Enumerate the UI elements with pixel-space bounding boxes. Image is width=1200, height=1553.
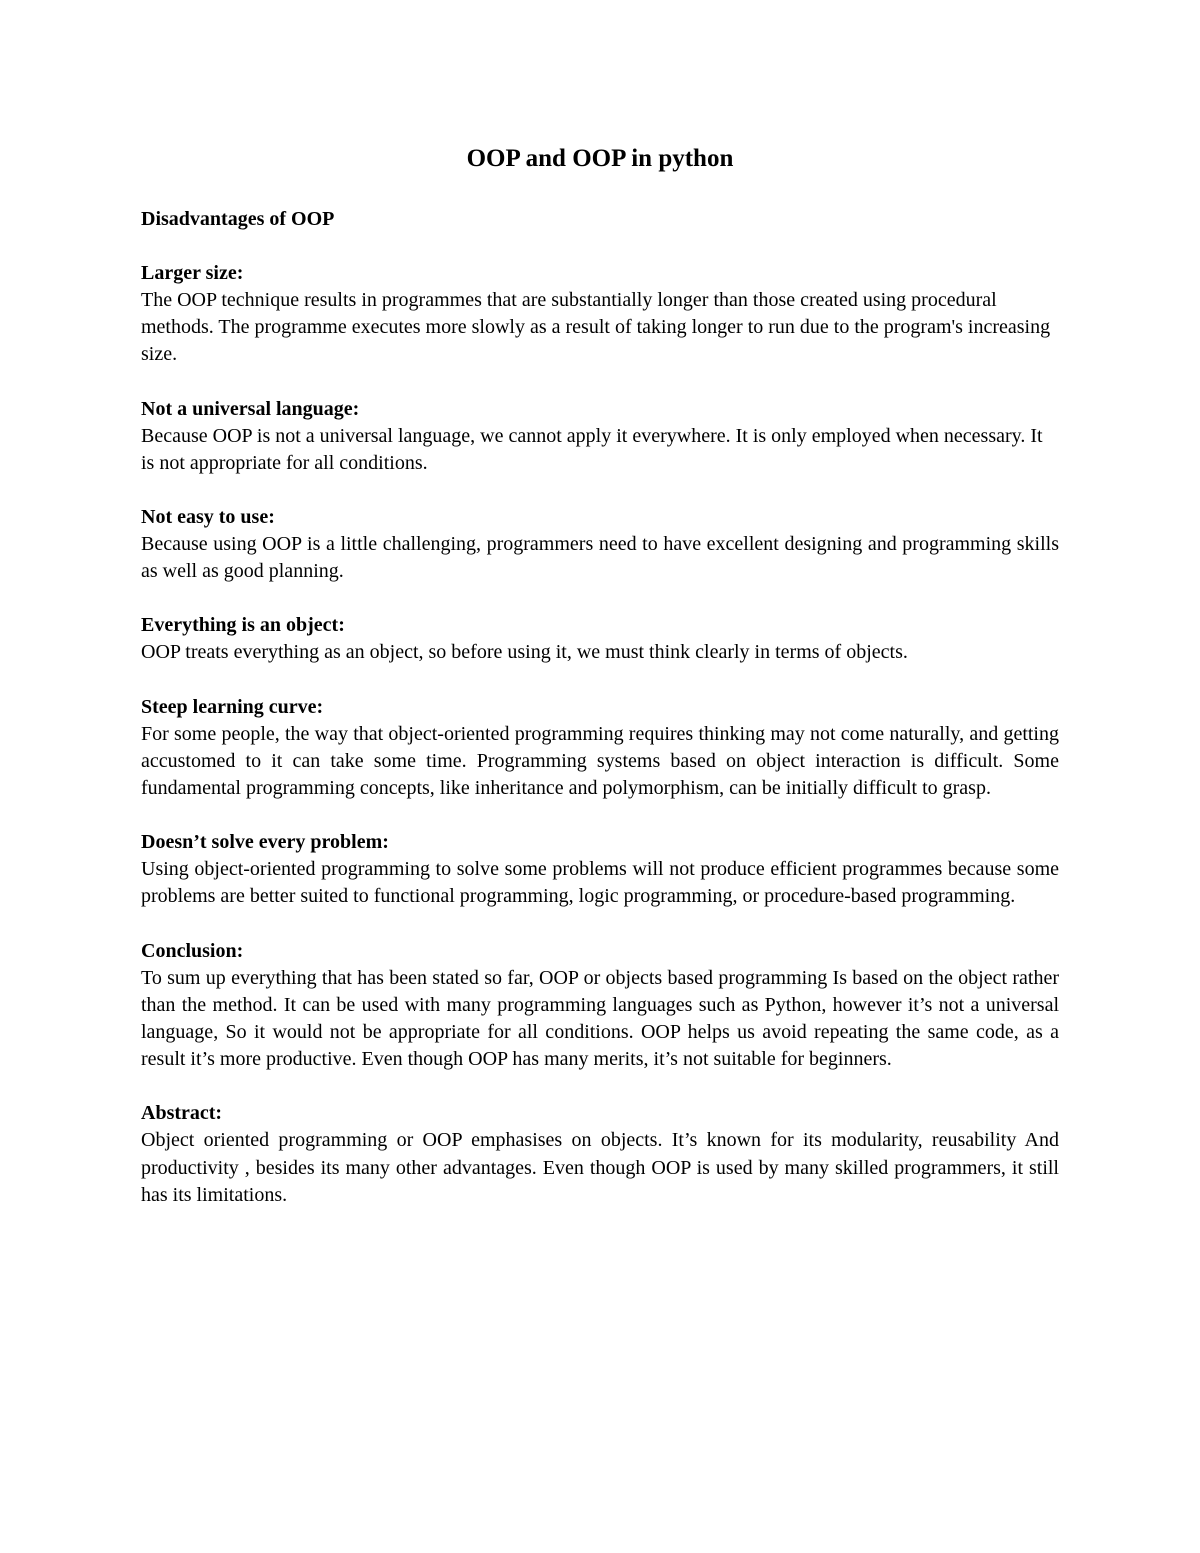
section-heading: Not easy to use:	[141, 506, 275, 529]
section-heading: Larger size:	[141, 262, 244, 284]
section-subtitle: Disadvantages of OOP	[141, 208, 335, 230]
section-heading: Not a universal language:	[141, 397, 360, 420]
document-page	[141, 140, 1059, 1209]
section-body: For some people, the way that object-oriented programming requires thinking may not come naturally, and getting accustomed to it can take some time. Programming systems based on object interaction is difficult. Some fundamental programming concepts, like inheritance and polymorphism, can be initially difficult to grasp.	[141, 722, 1059, 800]
section-body: Using object-oriented programming to solve some problems will not produce efficient programmes because some problems are better suited to functional programming, logic programming, or procedure-based programming.	[141, 858, 1059, 908]
section-everything-object	[141, 612, 1059, 666]
section-heading: Doesn’t solve every problem:	[141, 831, 389, 854]
section-heading: Steep learning curve:	[141, 695, 324, 718]
section-every-problem	[141, 829, 1059, 910]
section-body: To sum up everything that has been stated so far, OOP or objects based programming Is based on the object rather than the method. It can be used with many programming languages such as Python, however it’s not a universal language, So it would not be appropriate for all conditions. OOP helps us avoid repeating the same code, as a result it’s more productive. Even though OOP has many merits, it’s not suitable for beginners.	[141, 966, 1059, 1071]
section-heading: Everything is an object:	[141, 614, 345, 637]
section-conclusion	[141, 938, 1059, 1074]
section-body: Because using OOP is a little challenging, programmers need to have excellent designing and programming skills as well as good planning.	[141, 533, 1059, 583]
section-body: Object oriented programming or OOP emphasises on objects. It’s known for its modularity, reusability And productivity , besides its many other advantages. Even though OOP is used by many skilled programmers, it still has its limitations.	[141, 1129, 1059, 1206]
section-not-easy	[141, 504, 1059, 585]
section-body: Because OOP is not a universal language, we cannot apply it everywhere. It is only employed when necessary. It is not appropriate for all conditions.	[141, 424, 1043, 474]
section-not-universal	[141, 396, 1059, 477]
section-learning-curve	[141, 694, 1059, 803]
section-larger-size	[141, 260, 1059, 369]
section-abstract	[141, 1100, 1059, 1209]
section-heading: Conclusion:	[141, 939, 244, 962]
section-body: OOP treats everything as an object, so before using it, we must think clearly in terms of objects.	[141, 641, 908, 664]
section-body: The OOP technique results in programmes that are substantially longer than those created using procedural methods. The programme executes more slowly as a result of taking longer to run due to the program's increasing size.	[141, 289, 1051, 366]
document-title: OOP and OOP in python	[466, 145, 734, 172]
section-heading: Abstract:	[141, 1102, 223, 1125]
